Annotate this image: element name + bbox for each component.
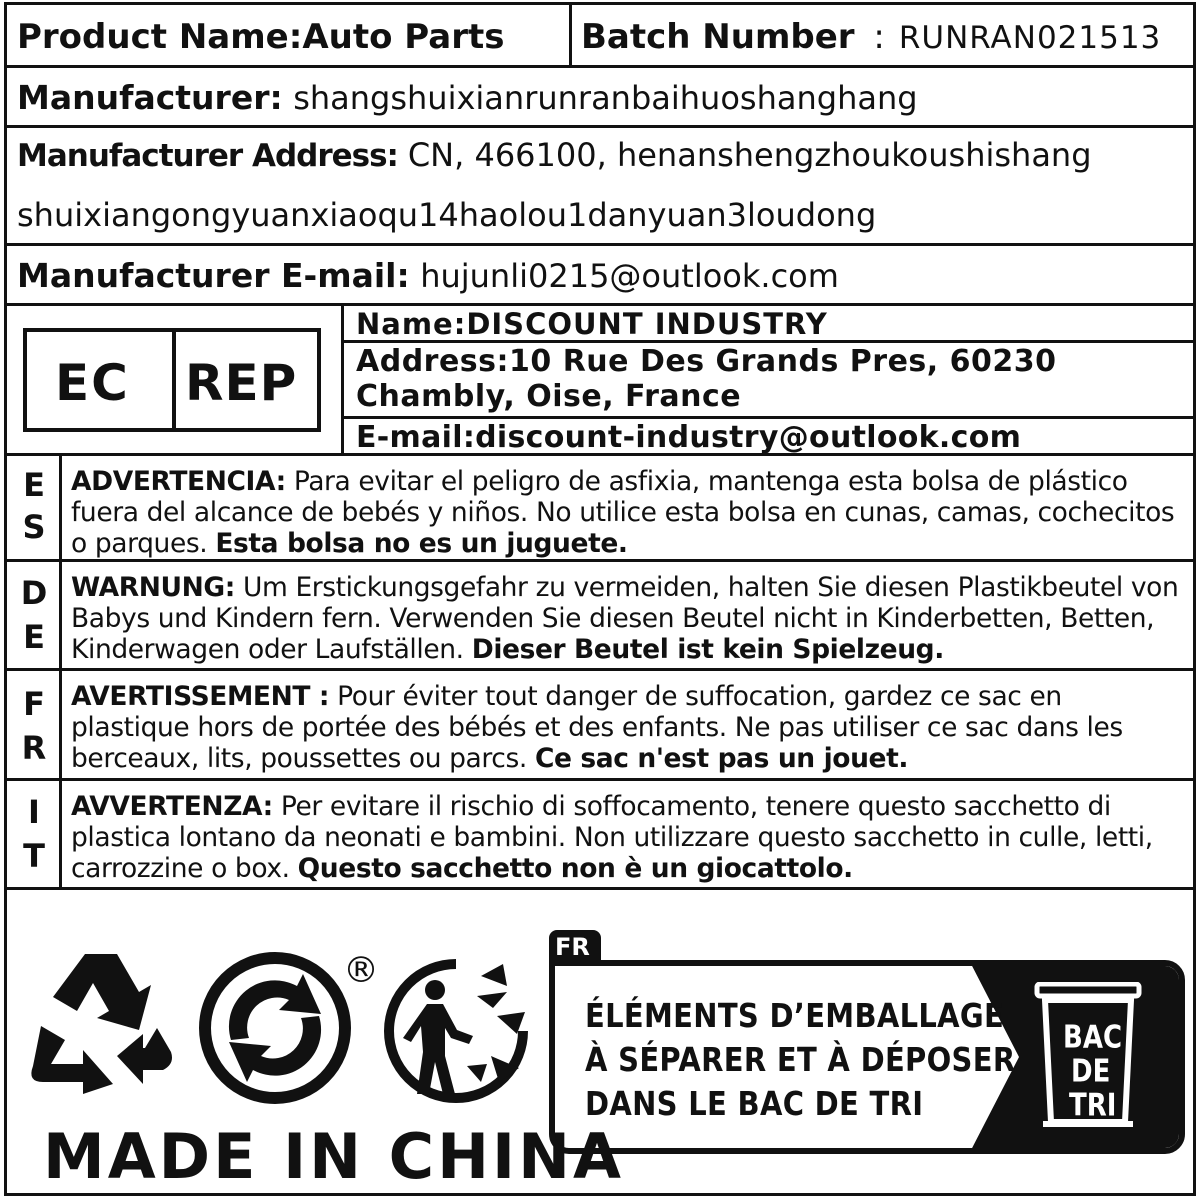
ec-rep-email: E-mail:discount-industry@outlook.com (356, 420, 1022, 455)
manufacturer-label: Manufacturer: (17, 78, 283, 117)
product-name-label: Product Name: (17, 17, 303, 57)
address-line-2: shuixiangongyuanxiaoqu14haolou1danyuan3loudong (17, 196, 877, 234)
warning-title: AVVERTENZA: (71, 791, 273, 822)
recycle-icon (21, 946, 181, 1096)
lang-letter: F (23, 685, 45, 723)
warning-body: Para evitar el peligro de asfixia, mantenga esta bolsa de plástico fuera del alcance de bebés y niños. No utilice esta bolsa en cunas, camas, cochecitos o parques. (71, 466, 1175, 559)
ec-rep-details (344, 306, 1193, 453)
footer (7, 890, 1193, 1193)
batch-number-value: RUNRAN021513 (898, 20, 1162, 56)
ec-rep-badge-divider (172, 332, 176, 428)
ec-rep-name-row (344, 306, 1193, 343)
warning-emphasis: Esta bolsa no es un juguete. (215, 528, 628, 559)
address-label: Manufacturer Address: (17, 138, 398, 174)
address-line-1 (17, 136, 1092, 174)
warning-text (71, 791, 1183, 884)
warning-title: ADVERTENCIA: (71, 466, 286, 497)
warning-text (71, 466, 1183, 559)
lang-letter: E (23, 618, 45, 656)
manufacturer-value: shangshuixianrunranbaihuoshanghang (293, 79, 918, 117)
ec-rep-address-row (344, 343, 1193, 419)
bin-text-3: TRI (1069, 1088, 1117, 1124)
ec-rep-name: Name:DISCOUNT INDUSTRY (356, 307, 828, 341)
divider (569, 5, 572, 65)
address-value-line-1: CN, 466100, henanshengzhoukoushishang (407, 136, 1092, 174)
triman-frame (549, 960, 1185, 1154)
batch-number-separator: : (873, 17, 885, 57)
manufacturer (17, 78, 918, 117)
warning-text (71, 681, 1183, 774)
triman-line-1: ÉLÉMENTS D’EMBALLAGE (585, 996, 1005, 1036)
lang-letter: E (23, 466, 45, 504)
triman-country: FR (555, 933, 590, 961)
email-row (7, 246, 1193, 306)
bin-text-1: BAC (1063, 1020, 1123, 1056)
green-dot-icon (195, 948, 355, 1108)
warning-emphasis: Ce sac n'est pas un jouet. (534, 743, 909, 774)
warning-text (71, 572, 1183, 665)
ec-rep-address-line-2: Chambly, Oise, France (356, 379, 742, 414)
ec-rep-row (7, 306, 1193, 456)
batch-number (581, 17, 1161, 57)
warning-emphasis: Questo sacchetto non è un giocattolo. (297, 853, 853, 884)
product-name-value: Auto Parts (302, 17, 505, 57)
product-label (4, 2, 1196, 1196)
made-in-china: MADE IN CHINA (43, 1120, 624, 1193)
ec-rep-address-line-1: Address:10 Rue Des Grands Pres, 60230 (356, 344, 1057, 379)
batch-number-label: Batch Number (581, 17, 855, 57)
warning-de (7, 562, 1193, 671)
warning-title: WARNUNG: (71, 572, 235, 603)
product-name (17, 17, 505, 57)
triman-info-block (547, 930, 1187, 1160)
address-row (7, 128, 1193, 246)
lang-letter: T (23, 837, 45, 875)
warning-body: Per evitare il rischio di soffocamento, tenere questo sacchetto di plastica lontano da neonati e bambini. Non utilizzare questo sacchetto in culle, letti, carrozzine o box. (71, 791, 1153, 884)
manufacturer-row (7, 68, 1193, 128)
email-value: hujunli0215@outlook.com (420, 257, 839, 295)
warning-it (7, 781, 1193, 890)
warning-es (7, 456, 1193, 562)
manufacturer-email (17, 256, 839, 295)
product-row (7, 5, 1193, 68)
lang-letter: S (22, 508, 46, 546)
registered-mark: ® (343, 950, 379, 991)
triman-line-3: DANS LE BAC DE TRI (585, 1084, 924, 1124)
triman-line-2: À SÉPARER ET À DÉPOSER (585, 1040, 1016, 1080)
warning-body: Um Erstickungsgefahr zu vermeiden, halten Sie diesen Plastikbeutel von Babys und Kindern fern. Verwenden Sie diesen Beutel nicht in Kinderbetten, Betten, Kinderwagen oder Laufställen. (71, 572, 1179, 665)
lang-letter: R (21, 729, 47, 767)
bin-text-2: DE (1071, 1054, 1111, 1090)
warning-body: Pour éviter tout danger de suffocation, gardez ce sac en plastique hors de portée des bébés et des enfants. Ne pas utiliser ce sac dans les berceaux, lits, poussettes ou parcs. (71, 681, 1123, 774)
email-label: Manufacturer E-mail: (17, 256, 410, 295)
tidyman-icon (381, 956, 531, 1106)
rep-badge-text: REP (185, 354, 298, 412)
ec-rep-badge (23, 328, 321, 432)
warning-emphasis: Dieser Beutel ist kein Spielzeug. (471, 634, 944, 665)
ec-badge-text: EC (55, 354, 130, 412)
warning-title: AVERTISSEMENT : (71, 681, 330, 712)
lang-letter: D (20, 574, 48, 612)
lang-letter: I (28, 793, 40, 831)
warning-fr (7, 671, 1193, 781)
